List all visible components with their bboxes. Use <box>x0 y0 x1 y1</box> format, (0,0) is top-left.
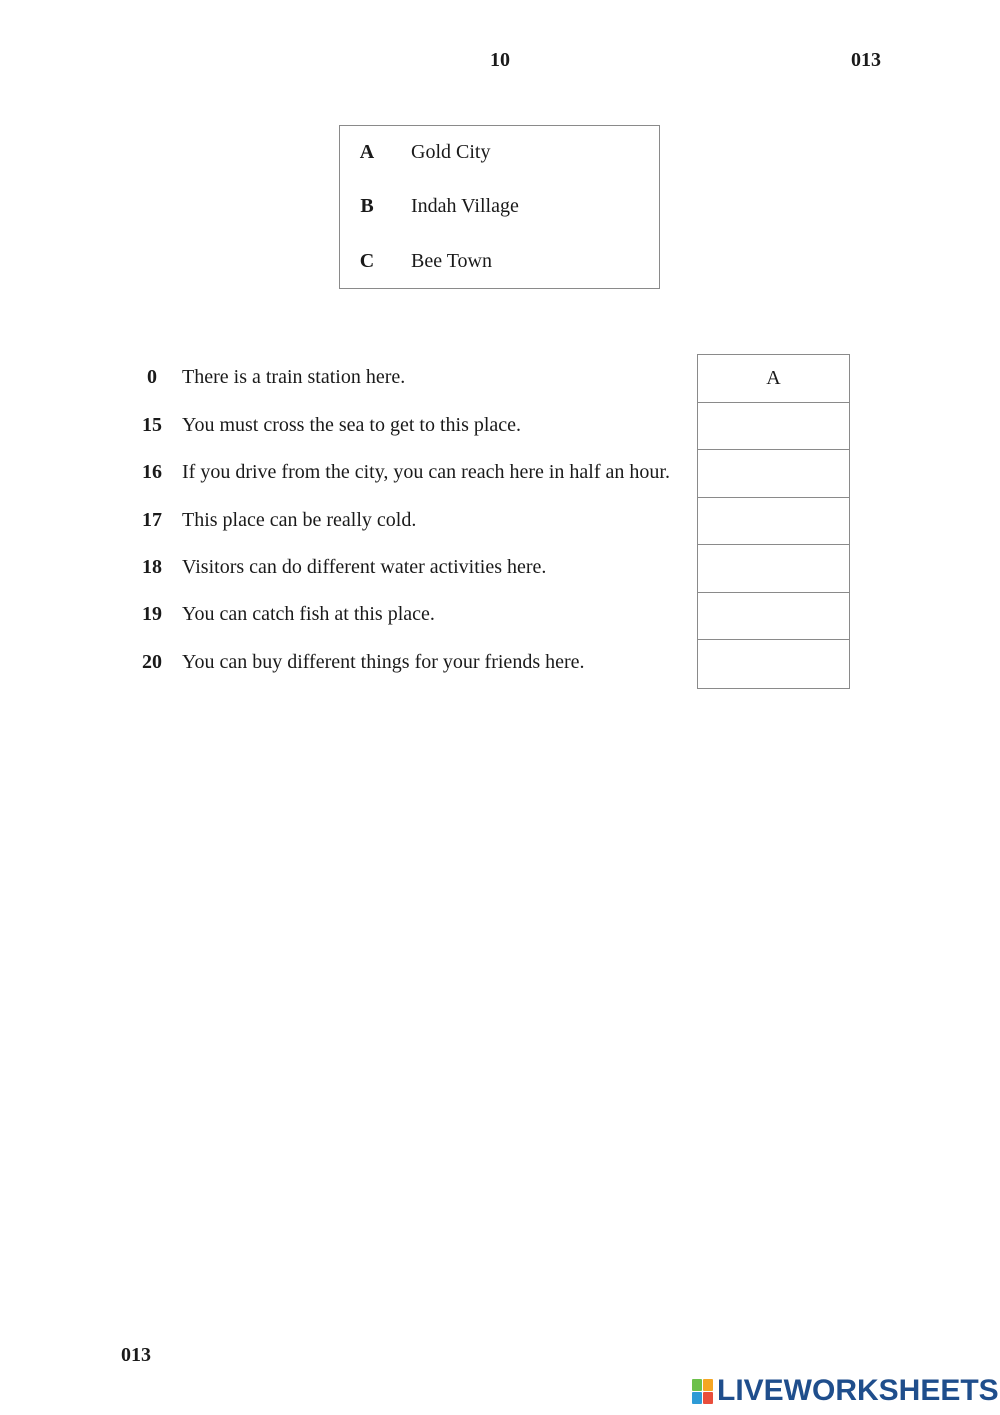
answer-cell-example: A <box>698 355 849 403</box>
answer-cell-15[interactable] <box>698 403 849 451</box>
paper-code-header: 013 <box>851 49 881 71</box>
question-number: 17 <box>142 509 162 531</box>
question-row-20 <box>0 651 700 681</box>
answer-cell-20[interactable] <box>698 640 849 688</box>
question-number: 0 <box>147 366 157 388</box>
question-number: 20 <box>142 651 162 673</box>
question-text: You can buy different things for your friends here. <box>182 651 585 673</box>
option-row-a <box>340 141 659 171</box>
question-text: If you drive from the city, you can reach here in half an hour. <box>182 461 670 483</box>
answer-column <box>697 354 850 689</box>
question-row-16 <box>0 461 700 491</box>
question-text: There is a train station here. <box>182 366 406 388</box>
option-letter: C <box>359 250 375 272</box>
question-text: Visitors can do different water activities here. <box>182 556 547 578</box>
option-row-c <box>340 250 659 280</box>
question-text: You must cross the sea to get to this place. <box>182 414 522 436</box>
question-row-17 <box>0 509 700 539</box>
question-text: This place can be really cold. <box>182 509 417 531</box>
question-row-example <box>0 366 700 396</box>
question-row-15 <box>0 414 700 444</box>
paper-code-footer: 013 <box>121 1344 151 1366</box>
option-row-b <box>340 195 659 225</box>
option-name: Gold City <box>411 141 491 163</box>
answer-cell-18[interactable] <box>698 545 849 593</box>
liveworksheets-icon <box>692 1378 714 1404</box>
liveworksheets-logo <box>692 1375 999 1407</box>
page-number: 10 <box>490 49 510 71</box>
answer-cell-17[interactable] <box>698 498 849 546</box>
options-box <box>339 125 660 289</box>
answer-cell-19[interactable] <box>698 593 849 641</box>
option-name: Bee Town <box>411 250 492 272</box>
question-row-18 <box>0 556 700 586</box>
option-name: Indah Village <box>411 195 519 217</box>
option-letter: A <box>359 141 375 163</box>
liveworksheets-wordmark: LIVEWORKSHEETS <box>717 1374 999 1407</box>
question-text: You can catch fish at this place. <box>182 603 435 625</box>
question-row-19 <box>0 603 700 633</box>
answer-cell-16[interactable] <box>698 450 849 498</box>
question-number: 18 <box>142 556 162 578</box>
question-number: 19 <box>142 603 162 625</box>
question-number: 15 <box>142 414 162 436</box>
option-letter: B <box>360 195 374 217</box>
question-number: 16 <box>142 461 162 483</box>
